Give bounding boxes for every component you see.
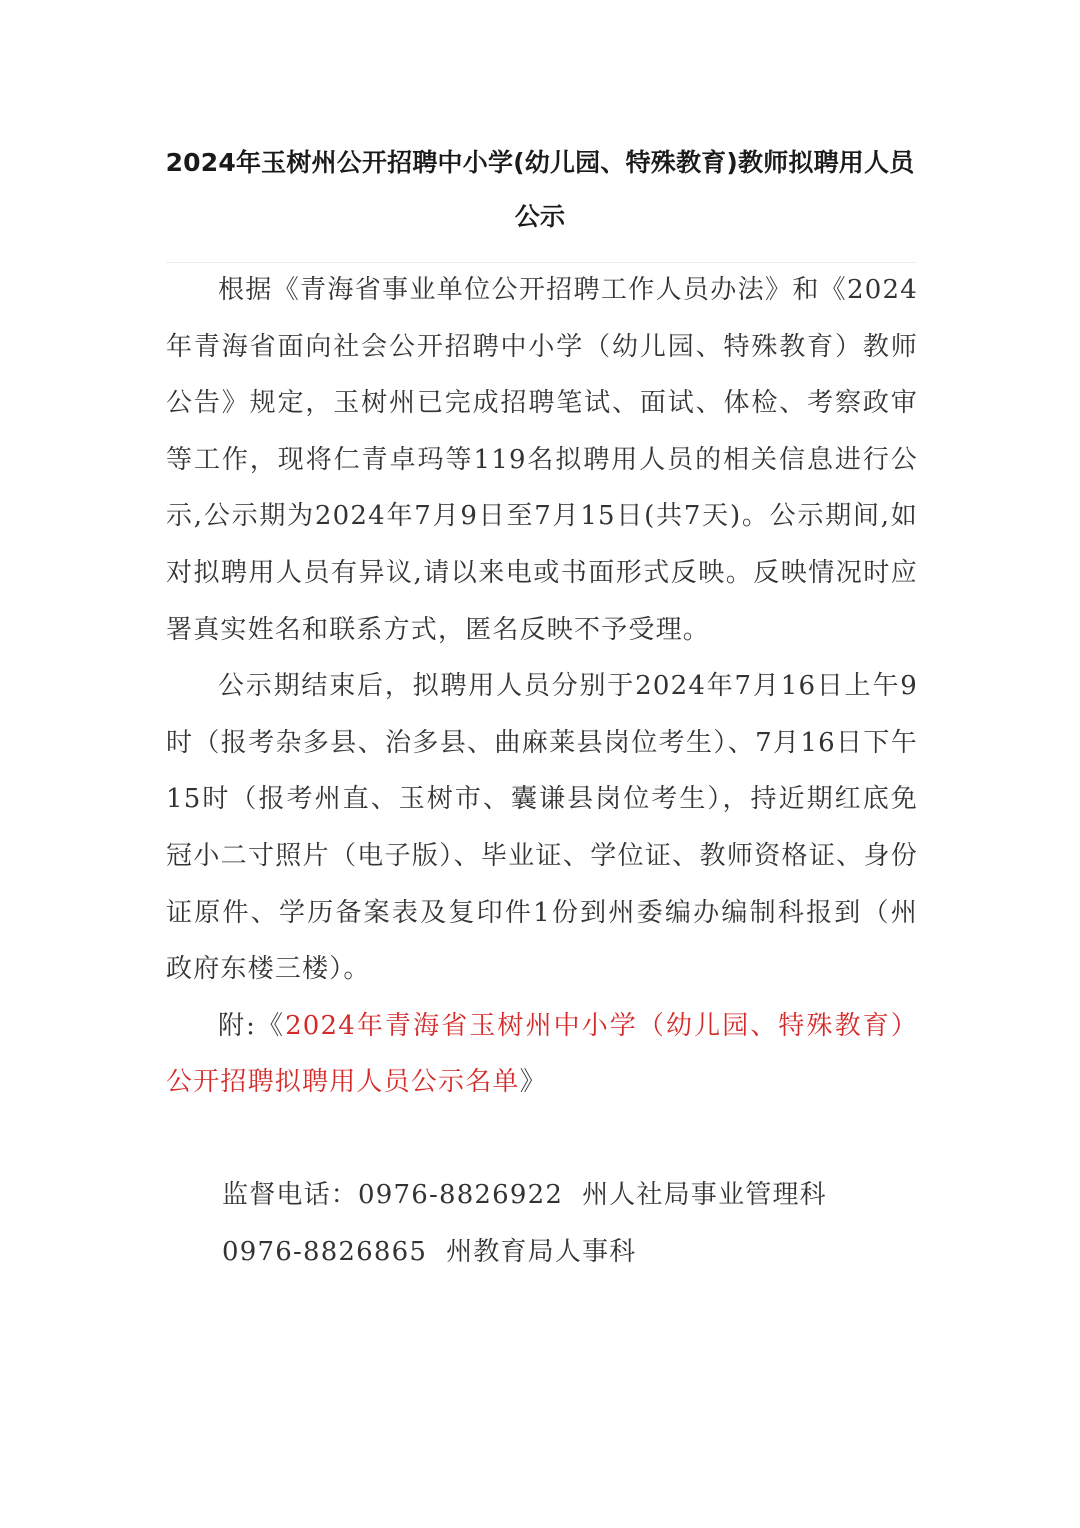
paragraph-announcement: 根据《青海省事业单位公开招聘工作人员办法》和《2024年青海省面向社会公开招聘中小学（幼儿园、特殊教育）教师公告》规定，玉树州已完成招聘笔试、面试、体检、考察政审等工作，现将仁青卓玛等119名拟聘用人员的相关信息进行公示,公示期为2024年7月9日至7月15日(共7天)。公示期间,如对拟聘用人员有异议,请以来电或书面形式反映。反映情况时应署真实姓名和联系方式，匿名反映不予受理。 [166,275,918,645]
contact-education: 0976-8826865 州教育局人事科 [222,1236,637,1267]
paragraph-registration: 公示期结束后，拟聘用人员分别于2024年7月16日上午9时（报考杂多县、治多县、曲麻莱县岗位考生）、7月16日下午15时（报考州直、玉树市、囊谦县岗位考生），持近期红底免冠小二寸照片（电子版）、毕业证、学位证、教师资格证、身份证原件、学历备案表及复印件1份到州委编办编制科报到（州政府东楼三楼）。 [166,671,918,985]
attachment-suffix: 》 [519,1067,547,1098]
document-body [166,262,918,1280]
attachment-line [166,998,918,1111]
attachment-prefix: 附:《 [218,1010,286,1041]
contact-hrss: 监督电话：0976-8826922 州人社局事业管理科 [222,1179,827,1210]
attachment-link[interactable]: 2024年青海省玉树州中小学（幼儿园、特殊教育）公开招聘拟聘用人员公示名单 [166,1010,918,1098]
document-title: 2024年玉树州公开招聘中小学(幼儿园、特殊教育)教师拟聘用人员公示 [165,148,915,231]
spacer [166,1111,918,1167]
